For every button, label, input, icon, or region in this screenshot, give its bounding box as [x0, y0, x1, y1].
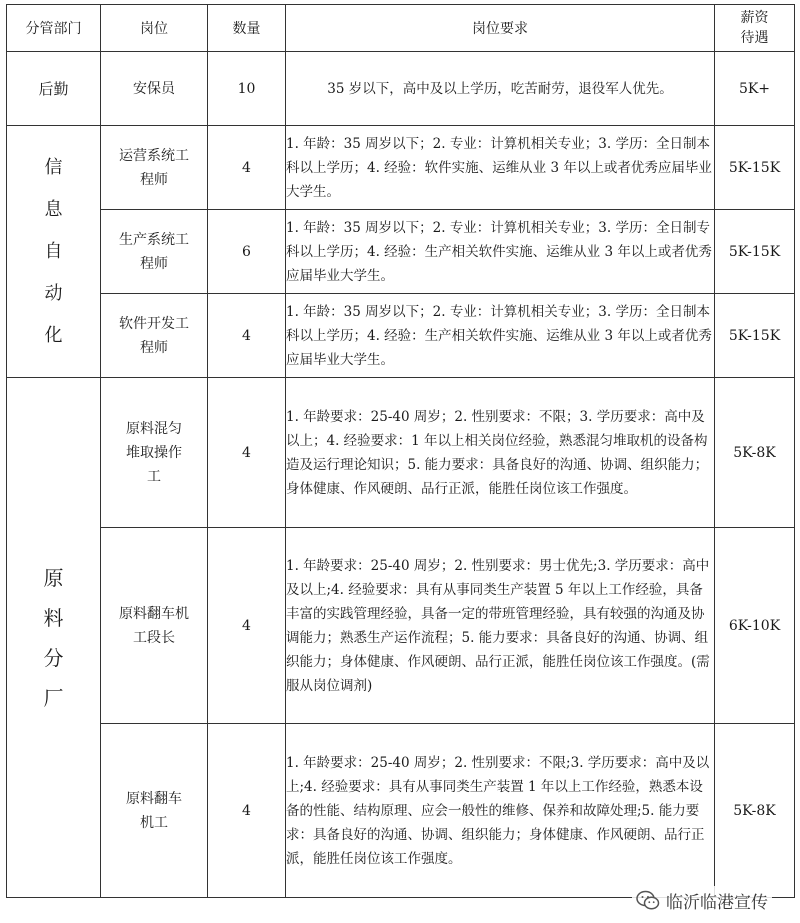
table-row: [7, 378, 795, 528]
requirements-cell: 1. 年龄要求：25-40 周岁；2. 性别要求：男士优先;3. 学历要求：高中及以上;4. 经验要求：具有从事同类生产装置 5 年以上工作经验，具备丰富的实践管理经验，具备一定的带班管理经验，具有较强的沟通及协调能力；熟悉生产运作流程；5. 能力要求：具备良好的沟通、协调、组织能力；身体健康、作风硬朗、品行正派，能胜任岗位该工作强度。(需服从岗位调剂): [286, 528, 715, 724]
requirements-cell: 1. 年龄要求：25-40 周岁；2. 性别要求：不限；3. 学历要求：高中及以上；4. 经验要求：1 年以上相关岗位经验，熟悉混匀堆取机的设备构造及运行理论知识；5. 能力要求：具备良好的沟通、协调、组织能力；身体健康、作风硬朗、品行正派，能胜任岗位该工作强度。: [286, 378, 715, 528]
requirements-cell: 1. 年龄：35 周岁以下；2. 专业：计算机相关专业；3. 学历：全日制专科以上学历；4. 经验：生产相关软件实施、运维从业 3 年以上或者优秀应届毕业大学生。: [286, 210, 715, 294]
table-row: [7, 294, 795, 378]
count-cell: 4: [208, 378, 286, 528]
header-count: 数量: [208, 5, 286, 52]
watermark: [632, 886, 772, 915]
table-row: [7, 126, 795, 210]
requirements-cell: 1. 年龄：35 周岁以下；2. 专业：计算机相关专业；3. 学历：全日制本科以上学历；4. 经验：软件实施、运维从业 3 年以上或者优秀应届毕业大学生。: [286, 126, 715, 210]
requirements-cell: 1. 年龄要求：25-40 周岁；2. 性别要求：不限;3. 学历要求：高中及以上;4. 经验要求：具有从事同类生产装置 1 年以上工作经验，熟悉本设备的性能、结构原理、应会一般性的维修、保养和故障处理;5. 能力要求：具备良好的沟通、协调、组织能力；身体健康、作风硬朗、品行正派，能胜任岗位该工作强度。: [286, 724, 715, 898]
salary-cell: 5K-15K: [715, 210, 795, 294]
dept-cell-logistics: 后勤: [7, 52, 101, 126]
position-cell: 原料混匀堆取操作工: [101, 378, 208, 528]
salary-cell: 5K-15K: [715, 126, 795, 210]
wechat-icon: [636, 890, 660, 912]
table-row: [7, 528, 795, 724]
salary-cell: 5K-8K: [715, 724, 795, 898]
position-cell: 生产系统工程师: [101, 210, 208, 294]
count-cell: 4: [208, 126, 286, 210]
count-cell: 4: [208, 724, 286, 898]
salary-cell: 5K+: [715, 52, 795, 126]
table-row: [7, 210, 795, 294]
position-cell: 运营系统工程师: [101, 126, 208, 210]
requirements-cell: 35 岁以下，高中及以上学历，吃苦耐劳，退役军人优先。: [286, 52, 715, 126]
count-cell: 10: [208, 52, 286, 126]
header-salary: 薪资待遇: [715, 5, 795, 52]
position-cell: 安保员: [101, 52, 208, 126]
salary-cell: 5K-15K: [715, 294, 795, 378]
header-position: 岗位: [101, 5, 208, 52]
position-cell: 原料翻车机工段长: [101, 528, 208, 724]
header-dept: 分管部门: [7, 5, 101, 52]
position-cell: 原料翻车机工: [101, 724, 208, 898]
job-table: [6, 4, 795, 898]
watermark-text: 临沂临港宣传: [666, 893, 768, 913]
dept-cell-info-automation: 信息自动化: [7, 126, 101, 378]
dept-cell-raw-material-plant: 原料分厂: [7, 378, 101, 898]
count-cell: 4: [208, 528, 286, 724]
count-cell: 4: [208, 294, 286, 378]
position-cell: 软件开发工程师: [101, 294, 208, 378]
requirements-cell: 1. 年龄：35 周岁以下；2. 专业：计算机相关专业；3. 学历：全日制本科以上学历；4. 经验：生产相关软件实施、运维从业 3 年以上或者优秀应届毕业大学生。: [286, 294, 715, 378]
table-header-row: [7, 5, 795, 52]
salary-cell: 6K-10K: [715, 528, 795, 724]
salary-cell: 5K-8K: [715, 378, 795, 528]
count-cell: 6: [208, 210, 286, 294]
table-row: [7, 52, 795, 126]
header-requirements: 岗位要求: [286, 5, 715, 52]
table-row: [7, 724, 795, 898]
